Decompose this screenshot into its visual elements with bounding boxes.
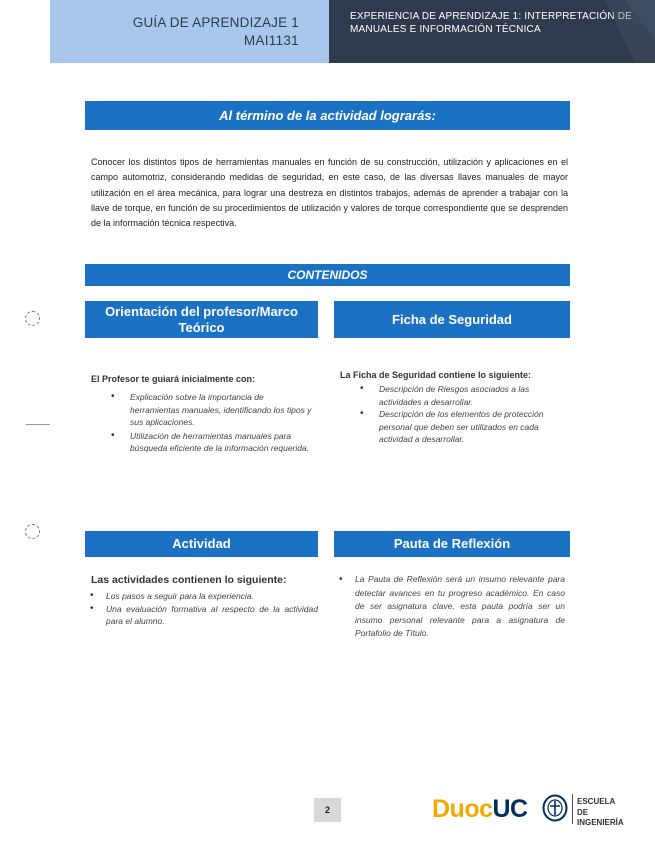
header-experience-block [329,0,655,63]
list-item: • Descripción de los elementos de protección personal que deben ser utilizados en cada actividad a desarrollar. [379,408,564,446]
safety-section-heading: Ficha de Seguridad [334,301,570,338]
objective-text: Conocer los distintos tipos de herramientas manuales en función de su construcción, utilización y aplicaciones en el campo automotriz, considerando medidas de seguridad, en este caso, de las diversas llaves manuales de mayor utilización en el área mecánica, para lograr una destreza en distintos trabajos, además de aprender a trabajar con la llave de torque, en función de su procedimientos de utilización y valores de torque correspondiente que se desprenden de la información técnica respectiva. [91,157,568,229]
safety-intro: La Ficha de Seguridad contiene lo siguiente: [340,370,532,380]
margin-divider [26,424,50,425]
logo-duoc-text: Duoc [432,795,493,823]
list-item: • Utilización de herramientas manuales para búsqueda eficiente de la información requerida. [130,430,315,455]
logo-divider [572,794,573,824]
duoc-uc-logo [432,791,622,827]
list-item: • La Pauta de Reflexión será un insumo relevante para detectar avances en tu progreso académico. En caso de ser asignatura clave, esta pauta podría ser un insumo personal relevante para a asignatura de Portafolio de Título. [355,573,565,641]
activity-section-heading: Actividad [85,531,318,557]
list-item: • Descripción de Riesgos asociados a las actividades a desarrollar. [379,383,564,408]
professor-section-heading: Orientación del profesor/Marco Teórico [85,301,318,338]
list-item: • Una evaluación formativa al respecto de la actividad para el alumno. [106,603,318,628]
header-decoration-graphic [595,0,655,63]
school-name-line1: ESCUELA DE [577,797,615,817]
safety-list [379,383,564,446]
header-title-block [50,0,329,63]
list-item: • Explicación sobre la importancia de herramientas manuales, identificando los tipos y sus aplicaciones. [130,391,315,429]
professor-list [130,391,315,456]
page-number: 2 [314,798,341,822]
school-name-line2: INGENIERÍA [577,818,624,827]
margin-marker-icon [25,311,40,326]
guide-title: GUÍA DE APRENDIZAJE 1 [132,15,299,30]
activity-intro: Las actividades contienen lo siguiente: [91,574,287,586]
experience-title: EXPERIENCIA DE APRENDIZAJE 1: INTERPRETACIÓN DE MANUALES E INFORMACIÓN TÉCNICA [350,11,633,35]
list-item: • Los pasos a seguir para la experiencia. [106,590,318,603]
university-seal-icon [542,794,568,822]
objective-heading: Al término de la actividad lograrás: [85,101,570,130]
reflection-list [355,573,565,641]
professor-intro: El Profesor te guiará inicialmente con: [91,374,256,384]
course-code: MAI1131 [243,33,299,48]
margin-marker-icon [25,524,40,539]
contents-heading: CONTENIDOS [85,264,570,286]
reflection-section-heading: Pauta de Reflexión [334,531,570,557]
school-name [577,797,624,829]
logo-uc-text: UC [492,795,528,823]
activity-list [106,590,318,628]
logo-wordmark [432,795,528,824]
